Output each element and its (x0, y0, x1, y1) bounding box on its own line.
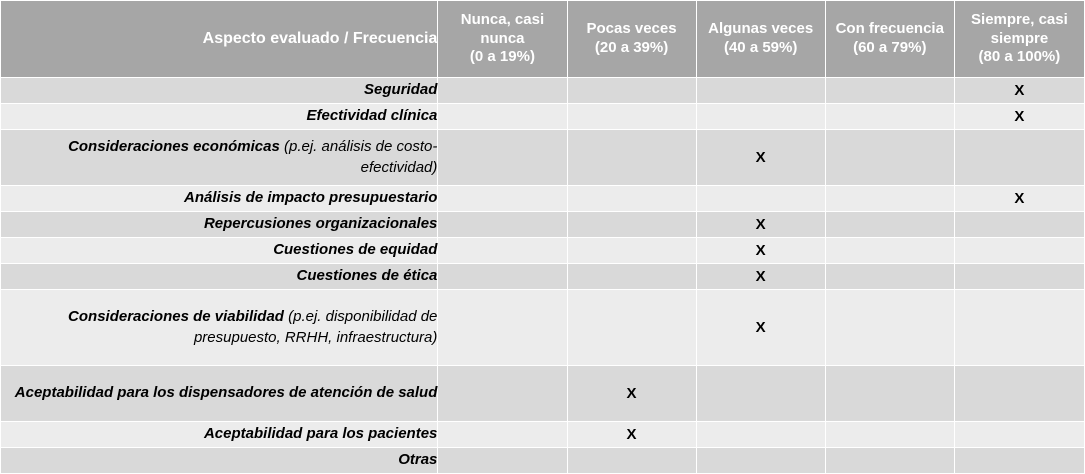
frequency-cell-2[interactable] (696, 104, 825, 130)
table-row (1, 78, 1085, 104)
frequency-cell-3[interactable] (825, 212, 954, 238)
frequency-cell-2[interactable] (696, 422, 825, 448)
frequency-cell-3[interactable] (825, 290, 954, 366)
row-label-main: Aceptabilidad para los pacientes (203, 425, 438, 443)
frequency-range-1: (20 a 39%) (594, 39, 669, 56)
frequency-cell-2[interactable]: X (696, 290, 825, 366)
frequency-cell-1[interactable]: X (567, 422, 696, 448)
column-header-frequency-1 (567, 1, 696, 78)
frequency-cell-0[interactable] (438, 264, 567, 290)
frequency-cell-3[interactable] (825, 186, 954, 212)
frequency-cell-4[interactable] (954, 264, 1084, 290)
table-row (1, 212, 1085, 238)
frequency-cell-1[interactable]: X (567, 366, 696, 422)
row-label (1, 422, 438, 448)
frequency-cell-2[interactable]: X (696, 212, 825, 238)
frequency-cell-1[interactable] (567, 212, 696, 238)
row-label (1, 130, 438, 186)
column-header-frequency-0 (438, 1, 567, 78)
row-label-main: Aceptabilidad para los dispensadores de atención de salud (14, 384, 438, 402)
row-label (1, 104, 438, 130)
frequency-cell-2[interactable] (696, 186, 825, 212)
frequency-label-0: Nunca, casi nunca (460, 10, 545, 47)
frequency-cell-0[interactable] (438, 78, 567, 104)
frequency-cell-0[interactable] (438, 186, 567, 212)
frequency-label-1: Pocas veces (586, 20, 677, 38)
column-header-frequency-2 (696, 1, 825, 78)
table-row (1, 366, 1085, 422)
row-label (1, 238, 438, 264)
row-label-main: Seguridad (364, 81, 438, 99)
frequency-cell-3[interactable] (825, 422, 954, 448)
row-label-main: Cuestiones de ética (296, 267, 438, 285)
table-row (1, 104, 1085, 130)
row-label (1, 264, 438, 290)
row-label (1, 212, 438, 238)
table-row (1, 422, 1085, 448)
frequency-cell-2[interactable]: X (696, 130, 825, 186)
frequency-cell-4[interactable]: X (954, 186, 1084, 212)
row-label-main: Otras (398, 451, 438, 469)
row-label-main: Análisis de impacto presupuestario (183, 189, 438, 207)
row-label-main: Cuestiones de equidad (273, 241, 438, 259)
row-label-main: Efectividad clínica (306, 107, 438, 125)
frequency-cell-4[interactable] (954, 212, 1084, 238)
table-body (1, 78, 1085, 474)
frequency-label-4: Siempre, casi siempre (971, 10, 1068, 47)
frequency-range-4: (80 a 100%) (978, 48, 1061, 66)
frequency-label-2: Algunas veces (708, 20, 814, 38)
frequency-cell-2[interactable] (696, 78, 825, 104)
frequency-cell-3[interactable] (825, 366, 954, 422)
row-label-note: (p.ej. disponibilidad de presupuesto, RRHH, infraestructura) (193, 308, 438, 346)
table-row (1, 290, 1085, 366)
table-row (1, 238, 1085, 264)
frequency-cell-4[interactable]: X (954, 78, 1084, 104)
frequency-cell-4[interactable] (954, 366, 1084, 422)
column-header-frequency-3 (825, 1, 954, 78)
frequency-cell-1[interactable] (567, 104, 696, 130)
table-header (1, 1, 1085, 78)
frequency-cell-2[interactable]: X (696, 238, 825, 264)
frequency-cell-0[interactable] (438, 130, 567, 186)
frequency-cell-1[interactable] (567, 78, 696, 104)
frequency-cell-1[interactable] (567, 290, 696, 366)
frequency-cell-1[interactable] (567, 264, 696, 290)
row-label-main: Consideraciones económicas (68, 138, 280, 156)
header-row (1, 1, 1085, 78)
frequency-cell-4[interactable] (954, 290, 1084, 366)
frequency-cell-4[interactable] (954, 130, 1084, 186)
frequency-cell-3[interactable] (825, 130, 954, 186)
table-row (1, 130, 1085, 186)
frequency-cell-2[interactable]: X (696, 264, 825, 290)
frequency-cell-3[interactable] (825, 104, 954, 130)
frequency-cell-4[interactable] (954, 238, 1084, 264)
frequency-range-3: (60 a 79%) (853, 39, 927, 56)
row-label (1, 290, 438, 366)
frequency-label-3: Con frecuencia (835, 20, 944, 38)
row-label-note: (p.ej. análisis de costo-efectividad) (279, 138, 438, 176)
row-label (1, 78, 438, 104)
frequency-cell-4[interactable]: X (954, 104, 1084, 130)
row-label-main: Repercusiones organizacionales (203, 215, 438, 233)
frequency-cell-0[interactable] (438, 366, 567, 422)
frequency-cell-2[interactable] (696, 366, 825, 422)
row-label-main: Consideraciones de viabilidad (68, 308, 284, 326)
frequency-cell-3[interactable] (825, 78, 954, 104)
table-row (1, 264, 1085, 290)
frequency-cell-1[interactable] (567, 186, 696, 212)
row-label (1, 366, 438, 422)
frequency-cell-1[interactable] (567, 130, 696, 186)
frequency-cell-1[interactable] (567, 238, 696, 264)
frequency-cell-0[interactable] (438, 422, 567, 448)
frequency-cell-4[interactable] (954, 422, 1084, 448)
frequency-cell-0[interactable] (438, 238, 567, 264)
frequency-range-2: (40 a 59%) (723, 39, 798, 56)
frequency-cell-3[interactable] (825, 264, 954, 290)
frequency-range-0: (0 a 19%) (469, 48, 535, 66)
row-label (1, 186, 438, 212)
frequency-cell-0[interactable] (438, 104, 567, 130)
column-header-frequency-4 (954, 1, 1084, 78)
frequency-cell-3[interactable] (825, 238, 954, 264)
column-header-aspect: Aspecto evaluado / Frecuencia (1, 1, 438, 78)
frequency-cell-0[interactable] (438, 212, 567, 238)
frequency-cell-0[interactable] (438, 290, 567, 366)
table-row (1, 186, 1085, 212)
